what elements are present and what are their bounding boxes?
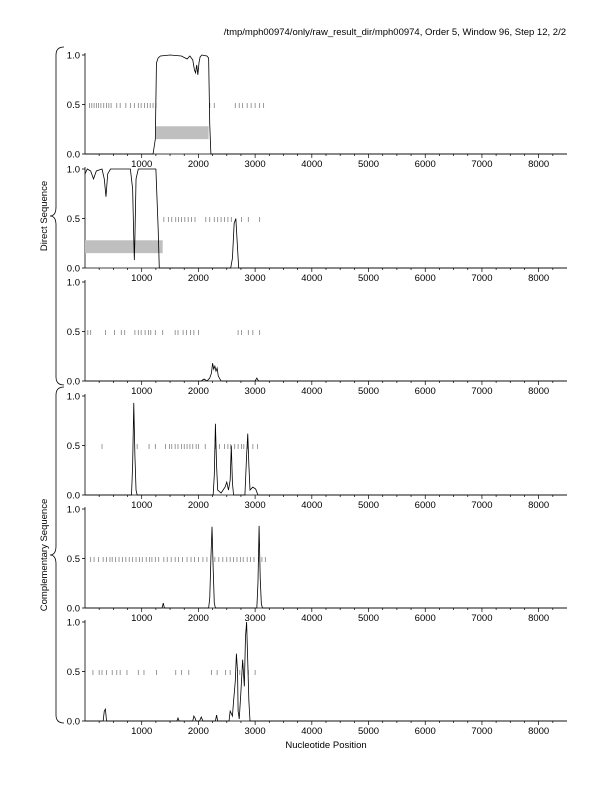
x-tick-label: 7000 (471, 726, 493, 737)
x-tick-label: 1000 (131, 726, 153, 737)
x-tick-label: 8000 (528, 386, 550, 397)
x-tick-label: 2000 (187, 613, 209, 624)
x-tick-label: 7000 (471, 386, 493, 397)
x-tick-label: 4000 (301, 273, 323, 284)
x-tick-label: 8000 (528, 273, 550, 284)
x-tick-label: 5000 (357, 273, 380, 284)
x-tick-label: 7000 (471, 500, 493, 511)
x-tick-label: 8000 (528, 613, 550, 624)
y-tick-label: 0.5 (66, 667, 80, 678)
panel-3 (67, 278, 567, 398)
complementary-bracket (50, 387, 64, 723)
y-tick-label: 0.5 (66, 100, 80, 111)
x-tick-label: 3000 (244, 726, 266, 737)
panel-6 (67, 618, 567, 738)
y-tick-label: 0.0 (66, 716, 80, 728)
x-tick-label: 2000 (187, 159, 209, 170)
x-tick-label: 6000 (414, 726, 436, 737)
x-tick-label: 5000 (357, 500, 380, 511)
x-tick-label: 3000 (244, 386, 266, 397)
panel-1 (67, 51, 567, 171)
x-tick-label: 1000 (131, 273, 153, 284)
x-tick-label: 3000 (244, 159, 266, 170)
x-tick-label: 6000 (414, 386, 436, 397)
panels (67, 51, 567, 738)
x-tick-label: 5000 (357, 159, 380, 170)
shaded-region (85, 240, 163, 253)
x-tick-label: 1000 (131, 386, 153, 397)
panel-5 (67, 505, 567, 625)
x-tick-label: 6000 (414, 613, 436, 624)
y-tick-label: 0.0 (66, 490, 80, 502)
x-tick-label: 5000 (357, 613, 380, 624)
panel-2 (67, 165, 567, 285)
series-line (85, 403, 567, 495)
x-tick-label: 6000 (414, 273, 436, 284)
x-tick-label: 1000 (131, 500, 153, 511)
x-tick-label: 1000 (131, 159, 153, 170)
x-tick-label: 3000 (244, 273, 266, 284)
x-tick-label: 8000 (528, 726, 550, 737)
series-line (85, 622, 567, 721)
y-tick-label: 0.5 (66, 441, 80, 452)
series-line (85, 526, 567, 608)
y-tick-label: 1.0 (66, 504, 80, 516)
y-tick-label: 1.0 (66, 164, 80, 176)
x-tick-label: 4000 (301, 500, 323, 511)
x-tick-label: 1000 (131, 613, 153, 624)
shaded-region (156, 126, 209, 139)
y-tick-label: 1.0 (66, 50, 80, 62)
x-tick-label: 5000 (357, 386, 380, 397)
complementary-sequence-label: Complementary Sequence (39, 498, 50, 612)
x-tick-label: 4000 (301, 386, 323, 397)
panel-4 (67, 392, 567, 512)
x-tick-label: 7000 (471, 273, 493, 284)
y-tick-label: 0.0 (66, 376, 80, 388)
x-tick-label: 2000 (187, 726, 209, 737)
y-tick-label: 0.5 (66, 327, 80, 338)
y-tick-label: 1.0 (66, 617, 80, 629)
x-tick-label: 6000 (414, 159, 436, 170)
figure-header: /tmp/mph00974/only/raw_result_dir/mph00974, Order 5, Window 96, Step 12, 2/2 (223, 27, 566, 38)
x-tick-label: 7000 (471, 159, 493, 170)
direct-sequence-label: Direct Sequence (39, 180, 50, 252)
series-line (85, 363, 567, 381)
x-tick-label: 8000 (528, 500, 550, 511)
direct-bracket (50, 47, 64, 385)
x-tick-label: 2000 (187, 273, 209, 284)
x-axis-title: Nucleotide Position (285, 740, 367, 751)
x-tick-label: 2000 (187, 386, 209, 397)
x-tick-label: 4000 (301, 613, 323, 624)
x-tick-label: 2000 (187, 500, 209, 511)
x-tick-label: 3000 (244, 613, 266, 624)
x-tick-label: 8000 (528, 159, 550, 170)
x-tick-label: 3000 (244, 500, 266, 511)
y-tick-label: 0.0 (66, 603, 80, 615)
x-tick-label: 7000 (471, 613, 493, 624)
x-tick-label: 4000 (301, 159, 323, 170)
x-tick-label: 6000 (414, 500, 436, 511)
y-tick-label: 0.0 (66, 263, 80, 275)
y-tick-label: 0.0 (66, 149, 80, 161)
x-tick-label: 5000 (357, 726, 380, 737)
y-tick-label: 0.5 (66, 554, 80, 565)
y-tick-label: 0.5 (66, 214, 80, 225)
y-tick-label: 1.0 (66, 277, 80, 289)
x-tick-label: 4000 (301, 726, 323, 737)
y-tick-label: 1.0 (66, 391, 80, 403)
